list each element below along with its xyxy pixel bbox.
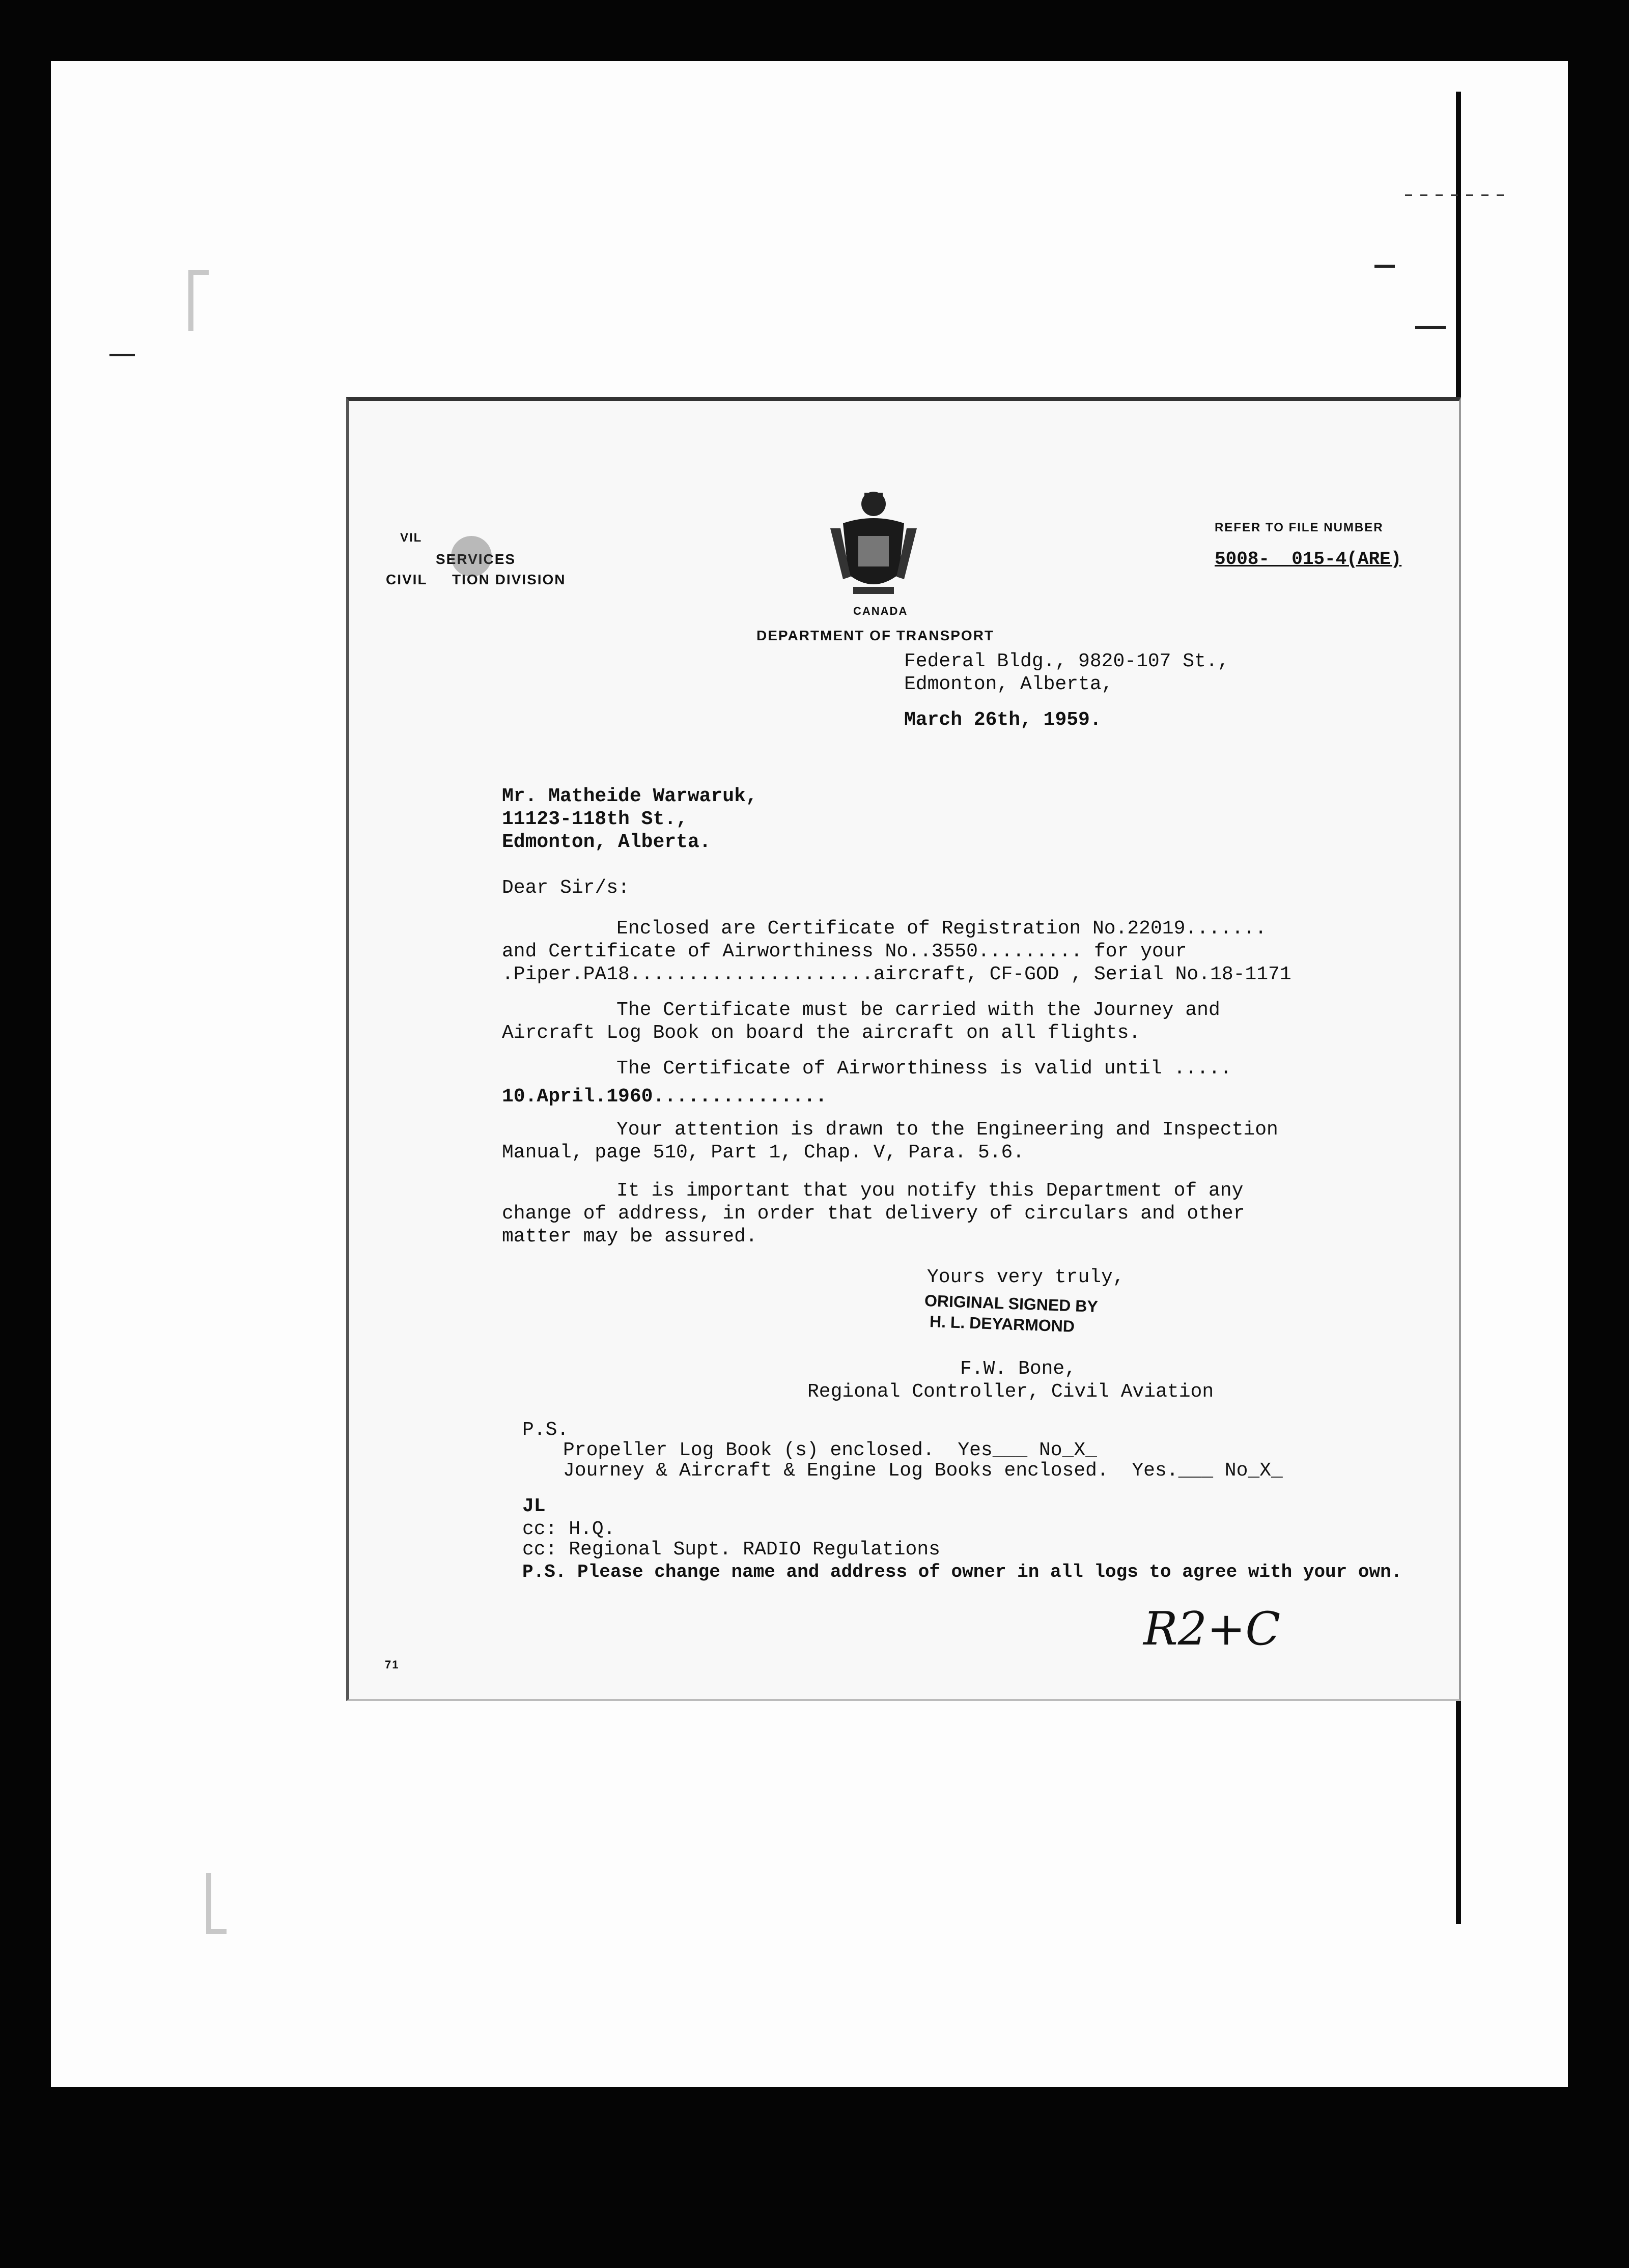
smudge	[451, 536, 492, 577]
letter-sheet	[346, 397, 1461, 1701]
letter-date: March 26th, 1959.	[904, 709, 1102, 731]
signature-stamp-line-1: ORIGINAL SIGNED BY	[924, 1291, 1099, 1316]
postscript-line-1: Propeller Log Book (s) enclosed. Yes___ No_X_	[563, 1439, 1097, 1461]
salutation: Dear Sir/s:	[502, 877, 630, 899]
body-p1-line-3: .Piper.PA18.....................aircraft, CF-GOD , Serial No.18-1171	[502, 963, 1291, 985]
department-name: DEPARTMENT OF TRANSPORT	[756, 628, 995, 643]
body-p3-line-2: 10.April.1960...............	[502, 1086, 827, 1108]
postscript-line-2: Journey & Aircraft & Engine Log Books enclosed. Yes.___ No_X_	[563, 1460, 1283, 1482]
body-p4-line-2: Manual, page 510, Part 1, Chap. V, Para. 5.6.	[502, 1142, 1025, 1164]
file-number: 5008- 015-4(ARE)	[1215, 549, 1402, 570]
dash-mark	[1405, 194, 1507, 196]
service-line-2: SERVICES	[436, 551, 516, 567]
sender-address-line-1: Federal Bldg., 9820-107 St.,	[904, 650, 1229, 672]
body-p5-line-3: matter may be assured.	[502, 1226, 757, 1248]
handwritten-note: R2+C	[1143, 1602, 1281, 1656]
signer-title: Regional Controller, Civil Aviation	[807, 1381, 1214, 1403]
signature-stamp-line-2: H. L. DEYARMOND	[929, 1312, 1075, 1336]
recipient-street: 11123-118th St.,	[502, 808, 688, 830]
coat-of-arms-icon	[823, 488, 924, 605]
cc-line-1: cc: H.Q.	[522, 1518, 615, 1540]
country-label: CANADA	[853, 605, 908, 617]
page-number: 71	[385, 1658, 400, 1671]
body-p2-line-2: Aircraft Log Book on board the aircraft on all flights.	[502, 1022, 1141, 1044]
body-p1-line-2: and Certificate of Airworthiness No..3550......... for your	[502, 941, 1187, 962]
body-p4-line-1: Your attention is drawn to the Engineering and Inspection	[616, 1119, 1278, 1141]
cc-line-2: cc: Regional Supt. RADIO Regulations	[522, 1539, 940, 1561]
ghost-bracket-top	[188, 270, 209, 331]
recipient-city: Edmonton, Alberta.	[502, 831, 711, 853]
arrow-mark	[1415, 326, 1446, 329]
closing: Yours very truly,	[927, 1266, 1125, 1288]
scan-mark-right-1	[1374, 265, 1395, 268]
division-name: CIVIL TION DIVISION	[386, 572, 566, 587]
signer-name: F.W. Bone,	[960, 1358, 1077, 1380]
ghost-bracket-bottom	[206, 1873, 227, 1934]
typist-initials: JL	[522, 1495, 546, 1517]
service-line-1: VIL	[400, 531, 423, 545]
body-p5-line-2: change of address, in order that delivery of circulars and other	[502, 1203, 1245, 1225]
refer-label: REFER TO FILE NUMBER	[1215, 521, 1384, 534]
postscript-label: P.S.	[522, 1419, 569, 1441]
postscript-2: P.S. Please change name and address of owner in all logs to agree with your own.	[522, 1562, 1402, 1582]
recipient-name: Mr. Matheide Warwaruk,	[502, 785, 757, 807]
scan-mark-left	[109, 354, 135, 356]
body-p1-line-1: Enclosed are Certificate of Registration No.22019.......	[616, 918, 1267, 940]
body-p2-line-1: The Certificate must be carried with the Journey and	[616, 999, 1220, 1021]
body-p5-line-1: It is important that you notify this Department of any	[616, 1180, 1244, 1202]
body-p3-line-1: The Certificate of Airworthiness is valid until .....	[616, 1058, 1232, 1080]
sender-address-line-2: Edmonton, Alberta,	[904, 673, 1113, 695]
